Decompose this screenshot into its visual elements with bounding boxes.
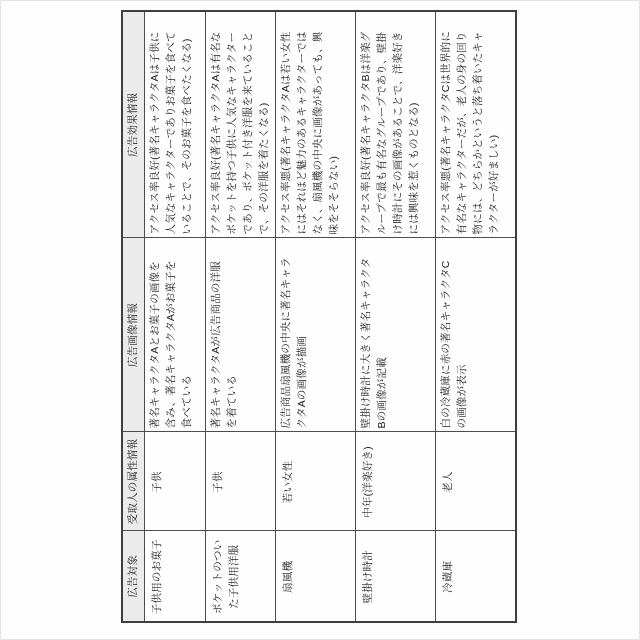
- ad-effect-table: [121, 10, 517, 623]
- cell-recipient-attr: 子供: [144, 432, 205, 531]
- cell-ad-target: ポケットのつい た子供用洋服: [205, 531, 275, 622]
- header-ad-effect-info: 広告効果情報: [122, 11, 144, 238]
- header-row: [122, 11, 144, 622]
- table-row: [275, 11, 355, 622]
- rotated-table-container: [121, 12, 515, 623]
- cell-ad-target: 子供用のお菓子: [144, 531, 205, 622]
- header-ad-image-info: 広告画像情報: [122, 238, 144, 432]
- cell-recipient-attr: 若い女性: [275, 432, 355, 531]
- cell-ad-effect-info: アクセス率良好(著名キャラクタAは子供に 人気なキャラクターでありお菓子を食べて いることで、そのお菓子を食べたくなる): [144, 11, 205, 238]
- cell-ad-effect-info: アクセス率悪(著名キャラクタAは若い女性 にはそれほど魅力のあるキャラクターでは なく、扇風機の中央に画像があっても、興 味をそそらない): [275, 11, 355, 238]
- cell-ad-image-info: 壁掛け時計に大きく著名キャラクタ Bの画像が記載: [355, 238, 435, 432]
- cell-recipient-attr: 子供: [205, 432, 275, 531]
- table-row: [355, 11, 435, 622]
- cell-recipient-attr: 中年(洋楽好き): [355, 432, 435, 531]
- cell-ad-target: 冷蔵庫: [435, 531, 516, 622]
- cell-ad-image-info: 広告商品扇風機の中央に著名キャラ クタAの画像が描画: [275, 238, 355, 432]
- cell-ad-effect-info: アクセス率良好(著名キャラクタAは有名な ポケットを持つ子供に人気なキャラクター であり、ポケット付き洋服を来ていること で、その洋服を着たくなる): [205, 11, 275, 238]
- table-row: [144, 11, 205, 622]
- cell-ad-effect-info: アクセス率良好(著名キャラクタBは洋楽グ ループで最も有名なグループであり、壁掛 け時計にその画像があることで、洋楽好き には興味を惹くものとなる): [355, 11, 435, 238]
- cell-ad-image-info: 白の冷蔵庫に赤の著名キャラクタC の画像が表示: [435, 238, 516, 432]
- cell-ad-image-info: 著名キャラクタAとお菓子の画像を 含み、著名キャラクタAがお菓子を 食べている: [144, 238, 205, 432]
- cell-ad-image-info: 著名キャラクタAが広告商品の洋服 を着ている: [205, 238, 275, 432]
- cell-ad-effect-info: アクセス率悪(著名キャラクタCは世界的に 有名なキャラクターだが、老人の身の回り 物には、どちらかというと落ち着いたキャ ラクターが好ましい): [435, 11, 516, 238]
- table-row: [205, 11, 275, 622]
- cell-recipient-attr: 老人: [435, 432, 516, 531]
- table-row: [435, 11, 516, 622]
- header-ad-target: 広告対象: [122, 531, 144, 622]
- cell-ad-target: 壁掛け時計: [355, 531, 435, 622]
- cell-ad-target: 扇風機: [275, 531, 355, 622]
- header-recipient-attr: 受取人の属性情報: [122, 432, 144, 531]
